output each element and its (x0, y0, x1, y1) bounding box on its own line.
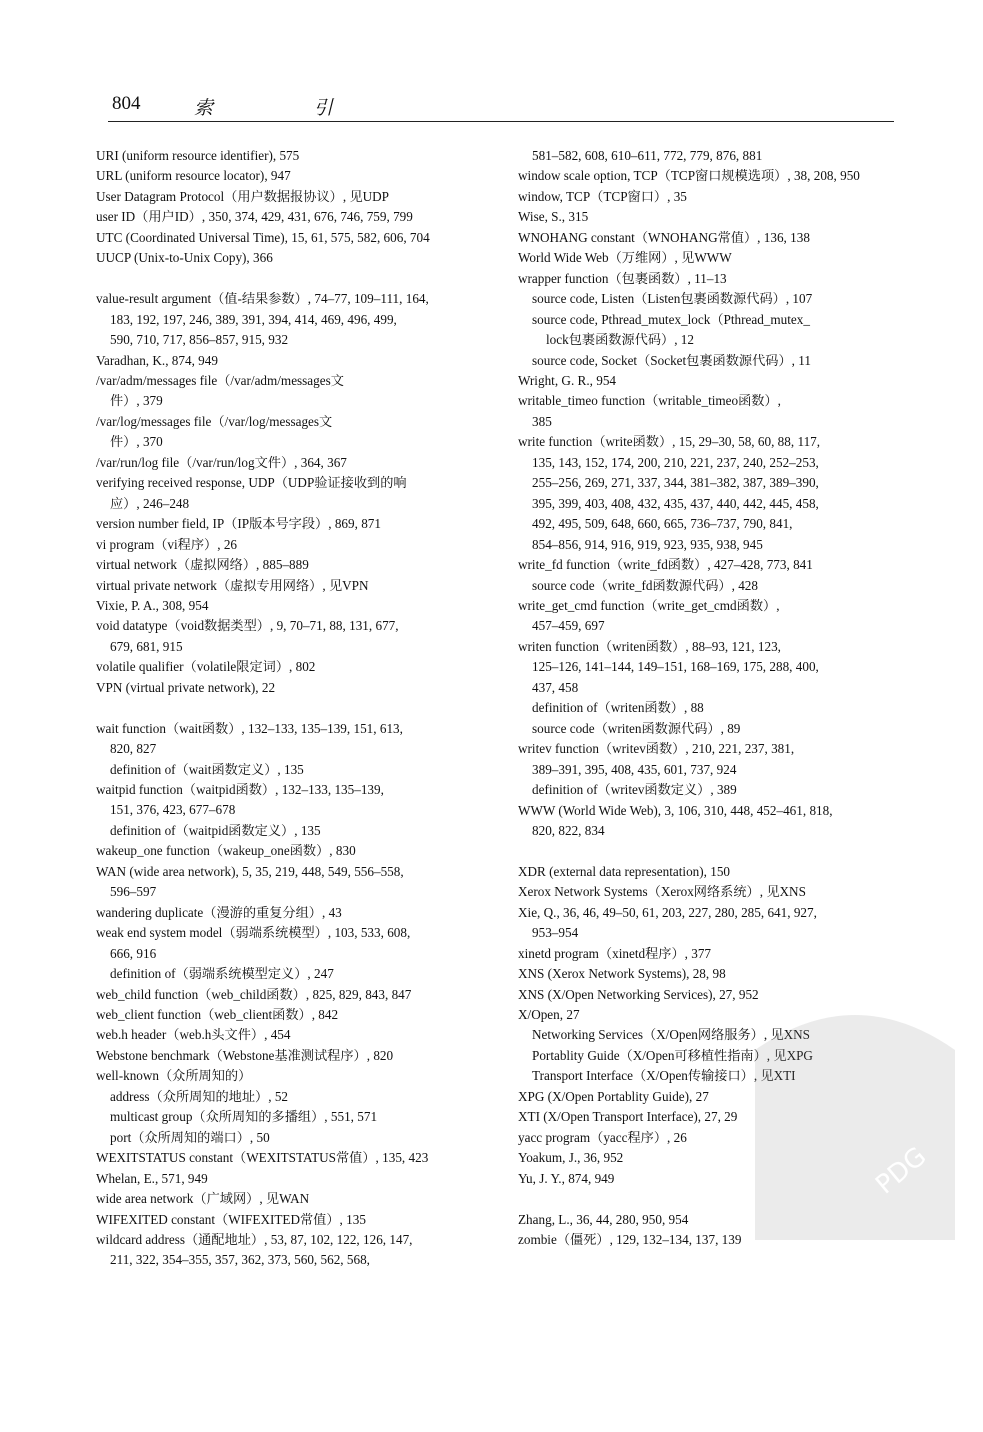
right-index-entry: Zhang, L., 36, 44, 280, 950, 954 (518, 1211, 689, 1227)
right-index-entry: Yu, J. Y., 874, 949 (518, 1170, 615, 1186)
right-index-entry: write_get_cmd function（write_get_cmd函数）, (518, 597, 780, 613)
right-index-entry: write function（write函数）, 15, 29–30, 58, 60, 88, 117, (518, 434, 821, 450)
left-index-entry: waitpid function（waitpid函数）, 132–133, 135–139, (96, 782, 384, 798)
left-index-entry: 应）, 246–248 (110, 495, 190, 511)
left-index-entry: VPN (virtual private network), 22 (96, 679, 276, 695)
right-index-entry: Wise, S., 315 (518, 209, 589, 225)
left-section-gap (96, 698, 481, 718)
watermark-text: PDG (870, 1141, 933, 1201)
right-index-entry: Yoakum, J., 36, 952 (518, 1150, 624, 1166)
page-title: 索 引 (194, 98, 381, 119)
right-index-entry: XPG (X/Open Portablity Guide), 27 (518, 1088, 709, 1104)
left-index-entry: virtual network（虚拟网络）, 885–889 (96, 557, 309, 573)
right-index-entry: Xie, Q., 36, 46, 49–50, 61, 203, 227, 280, 285, 641, 927, (518, 904, 817, 920)
header-rule (108, 121, 894, 122)
left-index-entry: definition of（wait函数定义）, 135 (110, 761, 304, 777)
right-index-entry: 953–954 (532, 925, 579, 941)
right-index-entry: XDR (external data representation), 150 (518, 863, 731, 879)
left-index-entry: Whelan, E., 571, 949 (96, 1170, 208, 1186)
right-index-entry: writen function（writen函数）, 88–93, 121, 123, (518, 638, 781, 654)
left-section-gap (96, 269, 481, 289)
right-index-entry: XTI (X/Open Transport Interface), 27, 29 (518, 1109, 738, 1125)
left-index-entry: 211, 322, 354–355, 357, 362, 373, 560, 562, 568, (110, 1252, 370, 1268)
right-index-entry: Transport Interface（X/Open传输接口）, 见XTI (532, 1068, 796, 1084)
left-index-entry: version number field, IP（IP版本号字段）, 869, 871 (96, 516, 381, 532)
right-index-entry: xinetd program（xinetd程序）, 377 (518, 945, 712, 961)
right-index-entry: 389–391, 395, 408, 435, 601, 737, 924 (532, 761, 737, 777)
left-index-entry: 666, 916 (110, 945, 157, 961)
right-index-entry: source code（write_fd函数源代码）, 428 (532, 577, 758, 593)
left-index-entry: UUCP (Unix-to-Unix Copy), 366 (96, 250, 273, 266)
right-index-entry: source code, Socket（Socket包裹函数源代码）, 11 (532, 352, 811, 368)
left-index-entry: multicast group（众所周知的多播组）, 551, 571 (110, 1109, 378, 1125)
right-index-entry: XNS (X/Open Networking Services), 27, 952 (518, 986, 759, 1002)
left-index-entry: 679, 681, 915 (110, 638, 183, 654)
page-number: 804 (112, 93, 141, 114)
left-index-entry: definition of（弱端系统模型定义）, 247 (110, 966, 334, 982)
left-index-entry: 596–597 (110, 884, 157, 900)
right-index-entry: Xerox Network Systems（Xerox网络系统）, 见XNS (518, 884, 806, 900)
right-index-entry: World Wide Web（万维网）, 见WWW (518, 250, 732, 266)
left-index-entry: web.h header（web.h头文件）, 454 (96, 1027, 291, 1043)
left-index-entry: wide area network（广域网）, 见WAN (96, 1191, 310, 1207)
right-index-entry: X/Open, 27 (518, 1007, 580, 1023)
left-index-entry: 件）, 370 (110, 434, 163, 450)
left-index-entry: volatile qualifier（volatile限定词）, 802 (96, 659, 316, 675)
right-index-entry: lock包裹函数源代码）, 12 (546, 332, 694, 348)
right-index-entry: definition of（writev函数定义）, 389 (532, 782, 737, 798)
left-index-entry: 820, 827 (110, 741, 157, 757)
page-header (112, 90, 894, 120)
right-index-entry: 854–856, 914, 916, 919, 923, 935, 938, 945 (532, 536, 763, 552)
right-index-entry: 492, 495, 509, 648, 660, 665, 736–737, 790, 841, (532, 516, 793, 532)
right-index-entry: window scale option, TCP（TCP窗口规模选项）, 38, 208, 950 (518, 168, 860, 184)
right-index-entry: source code（writen函数源代码）, 89 (532, 720, 741, 736)
right-index-entry: write_fd function（write_fd函数）, 427–428, 773, 841 (518, 557, 813, 573)
left-index-entry: UTC (Coordinated Universal Time), 15, 61, 575, 582, 606, 704 (96, 229, 430, 245)
left-index-entry: weak end system model（弱端系统模型）, 103, 533, 608, (96, 925, 411, 941)
left-index-entry: web_client function（web_client函数）, 842 (96, 1007, 339, 1022)
right-index-entry: XNS (Xerox Network Systems), 28, 98 (518, 966, 726, 982)
left-index-entry: WAN (wide area network), 5, 35, 219, 448, 549, 556–558, (96, 863, 404, 879)
left-index-entry: Webstone benchmark（Webstone基准测试程序）, 820 (96, 1047, 394, 1063)
left-index-entry: port（众所周知的端口）, 50 (110, 1129, 270, 1145)
left-index-entry: void datatype（void数据类型）, 9, 70–71, 88, 131, 677, (96, 618, 399, 634)
right-index-entry: writev function（writev函数）, 210, 221, 237, 381, (518, 741, 795, 757)
left-index-entry: wildcard address（通配地址）, 53, 87, 102, 122, 126, 147, (96, 1231, 413, 1247)
right-index-entry: WNOHANG constant（WNOHANG常值）, 136, 138 (518, 229, 810, 245)
left-index-entry: 183, 192, 197, 246, 389, 391, 394, 414, 469, 496, 499, (110, 311, 397, 327)
right-index-entry: window, TCP（TCP窗口）, 35 (518, 188, 687, 204)
right-index-entry: 457–459, 697 (532, 618, 605, 634)
right-index-entry: 125–126, 141–144, 149–151, 168–169, 175, 288, 400, (532, 659, 819, 675)
right-index-entry: source code, Pthread_mutex_lock（Pthread_mutex_ (532, 311, 810, 327)
left-index-entry: WIFEXITED constant（WIFEXITED常值）, 135 (96, 1211, 366, 1227)
left-index-entry: vi program（vi程序）, 26 (96, 536, 238, 552)
left-index-entry: URI (uniform resource identifier), 575 (96, 148, 300, 163)
right-index-entry: Networking Services（X/Open网络服务）, 见XNS (532, 1027, 811, 1043)
left-index-entry: 590, 710, 717, 856–857, 915, 932 (110, 332, 289, 348)
right-index-entry: 437, 458 (532, 679, 579, 695)
right-index-entry: definition of（writen函数）, 88 (532, 700, 704, 716)
watermark-seal (735, 990, 975, 1250)
right-index-entry: 135, 143, 152, 174, 200, 210, 221, 237, 240, 252–253, (532, 454, 819, 470)
left-index-entry: wandering duplicate（漫游的重复分组）, 43 (96, 904, 342, 920)
left-index-entry: Vixie, P. A., 308, 954 (96, 597, 209, 613)
left-index-entry: /var/log/messages file（/var/log/messages文 (96, 413, 333, 429)
left-index-entry: web_child function（web_child函数）, 825, 829, 843, 847 (96, 986, 412, 1002)
left-index-entry: virtual private network（虚拟专用网络）, 见VPN (96, 577, 369, 593)
left-index-entry: wait function（wait函数）, 132–133, 135–139, 151, 613, (96, 720, 403, 736)
right-index-entry: 385 (532, 413, 552, 429)
right-index-entry: zombie（僵死）, 129, 132–134, 137, 139 (518, 1231, 742, 1247)
left-index-entry: well-known（众所周知的） (96, 1068, 252, 1084)
right-index-entry: source code, Listen（Listen包裹函数源代码）, 107 (532, 291, 813, 307)
right-index-entry: 395, 399, 403, 408, 432, 435, 437, 440, 442, 445, 458, (532, 495, 819, 511)
right-index-entry: 820, 822, 834 (532, 822, 605, 838)
left-index-entry: URL (uniform resource locator), 947 (96, 168, 291, 184)
left-index-entry: 件）, 379 (110, 393, 163, 409)
left-index-entry: user ID（用户ID）, 350, 374, 429, 431, 676, 746, 759, 799 (96, 209, 413, 225)
left-index-entry: value-result argument（值-结果参数）, 74–77, 109–111, 164, (96, 291, 429, 307)
left-index-entry: Varadhan, K., 874, 949 (96, 352, 218, 368)
right-index-entry: 581–582, 608, 610–611, 772, 779, 876, 881 (532, 148, 763, 163)
right-index-entry: yacc program（yacc程序）, 26 (518, 1129, 687, 1145)
right-index-entry: wrapper function（包裹函数）, 11–13 (518, 270, 727, 286)
right-index-entry: WWW (World Wide Web), 3, 106, 310, 448, 452–461, 818, (518, 802, 833, 818)
right-index-entry: Wright, G. R., 954 (518, 372, 617, 388)
left-index-entry: WEXITSTATUS constant（WEXITSTATUS常值）, 135, 423 (96, 1150, 429, 1166)
left-index-entry: /var/run/log file（/var/run/log文件）, 364, 367 (96, 454, 347, 470)
left-index-entry: /var/adm/messages file（/var/adm/messages文 (96, 372, 344, 388)
index-column-left (96, 146, 481, 1271)
left-index-entry: verifying received response, UDP（UDP验证接收到的响 (96, 475, 407, 491)
right-index-entry: Portablity Guide（X/Open可移植性指南）, 见XPG (532, 1047, 813, 1063)
right-section-gap (518, 841, 903, 861)
left-index-entry: definition of（waitpid函数定义）, 135 (110, 822, 321, 838)
right-index-entry: writable_timeo function（writable_timeo函数）, (518, 393, 781, 409)
left-index-entry: User Datagram Protocol（用户数据报协议）, 见UDP (96, 188, 390, 204)
left-index-entry: wakeup_one function（wakeup_one函数）, 830 (96, 843, 356, 859)
right-index-entry: 255–256, 269, 271, 337, 344, 381–382, 387, 389–390, (532, 475, 819, 491)
left-index-entry: 151, 376, 423, 677–678 (110, 802, 236, 818)
left-index-entry: address（众所周知的地址）, 52 (110, 1088, 289, 1104)
